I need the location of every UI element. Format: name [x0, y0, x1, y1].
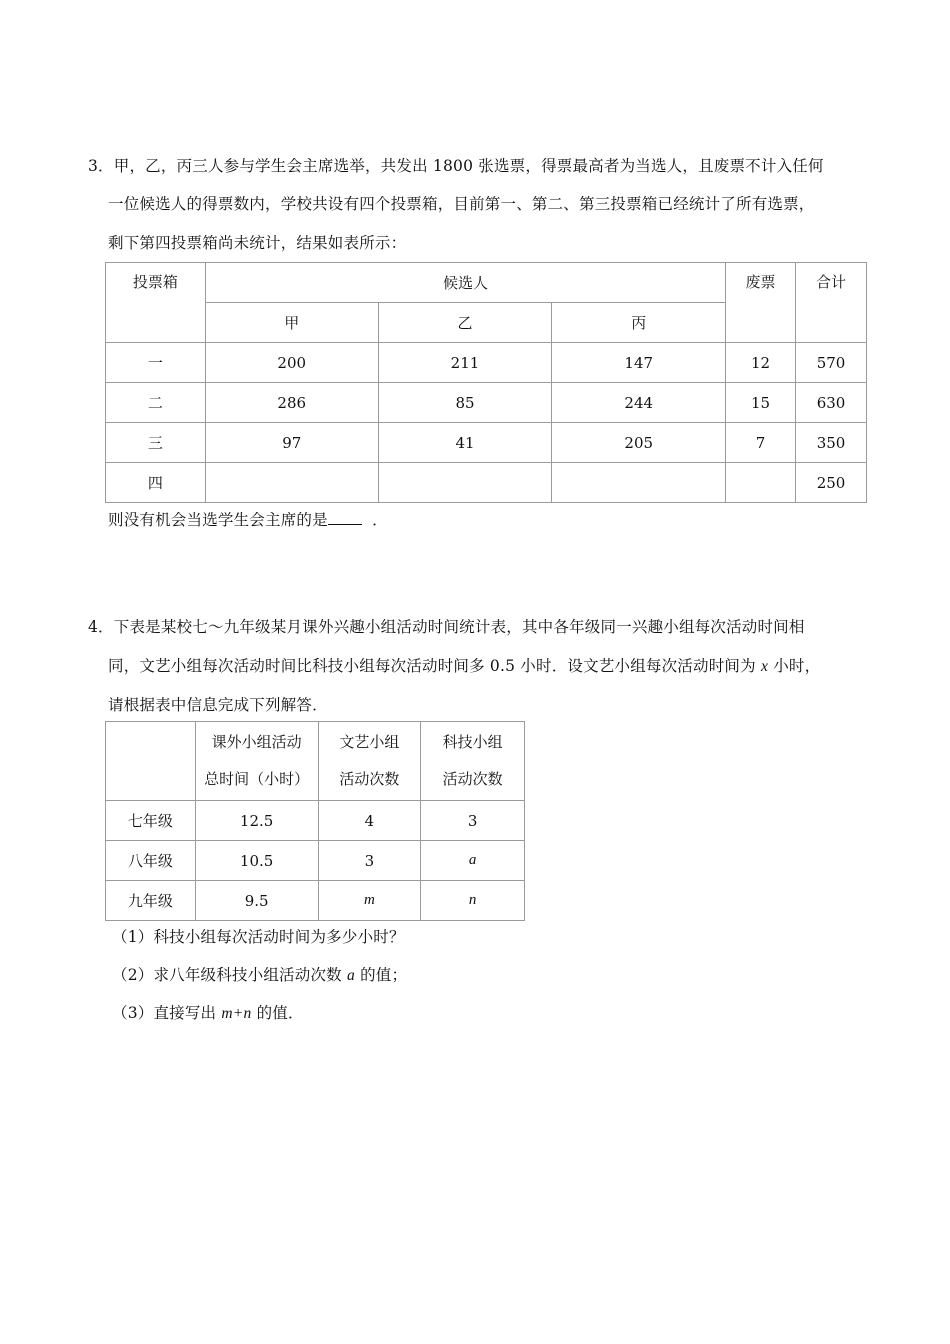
votes-bing: 147	[552, 343, 726, 383]
q3-line-3: 剩下第四投票箱尚未统计，结果如表所示：	[108, 234, 407, 252]
votes-total: 630	[796, 383, 867, 423]
q3-line-1: 3．甲，乙，丙三人参与学生会主席选举，共发出 1800 张选票，得票最高者为当选人，且废票不计入任何	[88, 157, 824, 175]
q4-line-3: 请根据表中信息完成下列解答．	[108, 696, 328, 714]
q3-answer-line	[108, 508, 388, 530]
votes-total: 570	[796, 343, 867, 383]
q3-answer-suffix: ．	[372, 511, 388, 529]
q3-line-2: 一位候选人的得票数内，学校共设有四个投票箱，目前第一、第二、第三投票箱已经统计了所有选票，	[108, 195, 815, 213]
votes-yi	[378, 463, 552, 503]
table-row	[106, 343, 867, 383]
header-invalid-votes: 废票	[726, 263, 796, 343]
answer-blank	[328, 510, 362, 525]
q4-sub-3	[112, 1001, 304, 1023]
votes-bing: 244	[552, 383, 726, 423]
header-candidate-jia: 甲	[205, 303, 378, 343]
tech-count: a	[421, 841, 525, 881]
header-candidates: 候选人	[205, 263, 725, 303]
votes-jia: 97	[205, 423, 378, 463]
votes-total: 350	[796, 423, 867, 463]
header-art-count	[318, 722, 421, 801]
votes-yi: 85	[378, 383, 552, 423]
header-total: 合计	[796, 263, 867, 343]
header-ballot-box: 投票箱	[106, 263, 206, 343]
header-tech-count-line1: 科技小组	[442, 733, 503, 751]
q4-sub-2-text-b: 的值；	[360, 966, 408, 984]
header-tech-count-line2: 活动次数	[442, 770, 503, 788]
q4-sub-2	[112, 963, 407, 985]
variable-m-plus-n: m+n	[221, 1005, 252, 1022]
table-row	[106, 463, 867, 503]
votes-yi: 211	[378, 343, 552, 383]
q4-sub-1: （1）科技小组每次活动时间为多少小时？	[112, 928, 405, 946]
votes-yi: 41	[378, 423, 552, 463]
total-hours: 12.5	[195, 801, 318, 841]
table-row	[106, 383, 867, 423]
header-candidate-bing: 丙	[552, 303, 726, 343]
art-count: 4	[318, 801, 421, 841]
table-row	[106, 423, 867, 463]
grade-label: 八年级	[106, 841, 196, 881]
art-count: m	[318, 881, 421, 921]
q4-line-1: 4．下表是某校七～九年级某月课外兴趣小组活动时间统计表，其中各年级同一兴趣小组每次活动时间相	[88, 618, 805, 636]
votes-jia	[205, 463, 378, 503]
total-hours: 10.5	[195, 841, 318, 881]
table-row	[106, 881, 525, 921]
total-hours: 9.5	[195, 881, 318, 921]
votes-bing	[552, 463, 726, 503]
votes-invalid: 7	[726, 423, 796, 463]
q4-line-2-text-b: 小时，	[773, 657, 821, 675]
votes-total: 250	[796, 463, 867, 503]
votes-jia: 200	[205, 343, 378, 383]
tech-count: 3	[421, 801, 525, 841]
header-art-count-line1: 文艺小组	[339, 733, 400, 751]
q4-line-2-text-a: 同，文艺小组每次活动时间比科技小组每次活动时间多 0.5 小时．设文艺小组每次活动时间为	[108, 657, 756, 675]
header-corner	[106, 722, 196, 801]
votes-bing: 205	[552, 423, 726, 463]
grade-label: 九年级	[106, 881, 196, 921]
votes-jia: 286	[205, 383, 378, 423]
art-count: 3	[318, 841, 421, 881]
q4-sub-3-text-a: （3）直接写出	[112, 1004, 217, 1022]
q3-answer-prefix: 则没有机会当选学生会主席的是	[108, 511, 328, 529]
votes-invalid: 12	[726, 343, 796, 383]
header-tech-count	[421, 722, 525, 801]
grade-label: 七年级	[106, 801, 196, 841]
header-total-time-line2: 总时间（小时）	[204, 770, 310, 788]
box-label: 一	[106, 343, 206, 383]
variable-x: x	[760, 658, 769, 675]
q4-sub-2-text-a: （2）求八年级科技小组活动次数	[112, 966, 342, 984]
votes-invalid	[726, 463, 796, 503]
q4-sub-3-text-b: 的值．	[256, 1004, 304, 1022]
votes-invalid: 15	[726, 383, 796, 423]
box-label: 二	[106, 383, 206, 423]
table-row	[106, 841, 525, 881]
box-label: 三	[106, 423, 206, 463]
table-row	[106, 801, 525, 841]
header-total-time	[195, 722, 318, 801]
header-total-time-line1: 课外小组活动	[211, 733, 302, 751]
vote-table	[105, 262, 867, 503]
header-art-count-line2: 活动次数	[339, 770, 400, 788]
q4-line-2	[108, 654, 820, 676]
activity-table	[105, 721, 525, 921]
variable-a: a	[347, 967, 355, 984]
header-candidate-yi: 乙	[378, 303, 552, 343]
tech-count: n	[421, 881, 525, 921]
box-label: 四	[106, 463, 206, 503]
